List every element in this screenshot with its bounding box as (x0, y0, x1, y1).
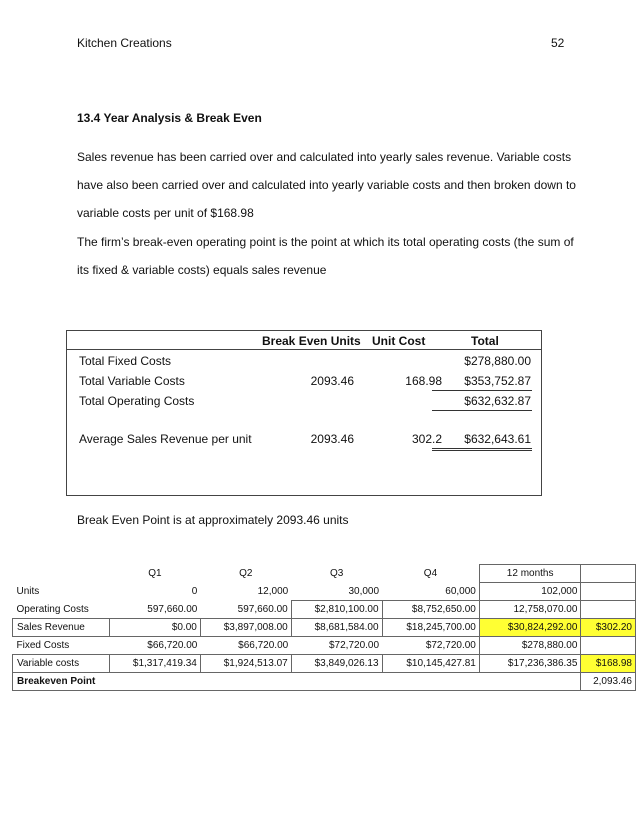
row-label: Units (16, 586, 40, 597)
table-row (13, 637, 636, 655)
cell-value: $66,720.00 (147, 640, 198, 651)
column-header-12-months: 12 months (479, 565, 581, 583)
breakeven-label: Breakeven Point (13, 673, 581, 691)
cell-value: $8,752,650.00 (382, 601, 479, 619)
row-label-total-fixed-costs: Total Fixed Costs (79, 354, 172, 368)
column-header-q3: Q3 (329, 568, 344, 579)
units-total-variable-costs: 2093.46 (310, 374, 354, 388)
cell-extra-highlighted: $168.98 (581, 655, 636, 673)
header-title: Kitchen Creations (77, 36, 172, 50)
row-label: Variable costs (13, 655, 110, 673)
column-header-q1: Q1 (148, 568, 162, 579)
unit-cost-average-sales-revenue: 302.2 (411, 432, 442, 446)
underline-total-operating (432, 410, 532, 411)
table-row (13, 619, 636, 637)
cell-value: $1,317,419.34 (109, 655, 200, 673)
cell-value: $278,880.00 (479, 637, 581, 655)
cell-value: $72,720.00 (425, 640, 476, 651)
cell-value: 60,000 (445, 585, 476, 597)
row-label-average-sales-revenue: Average Sales Revenue per unit (79, 432, 252, 446)
header-rule (67, 349, 541, 350)
table-row-breakeven (13, 673, 636, 691)
cell-value: $3,849,026.13 (291, 655, 382, 673)
cell-value: 597,660.00 (147, 603, 198, 615)
break-even-table (66, 330, 542, 496)
underline-total-variable (432, 390, 532, 391)
paragraph-break-even-definition: The firm’s break-even operating point is the point at which its total operating costs (the sum of its fixed & variable costs) equals sales revenue (77, 235, 574, 277)
section-title: 13.4 Year Analysis & Break Even (77, 111, 262, 125)
column-header-q2: Q2 (239, 568, 253, 579)
cell-value: $18,245,700.00 (382, 619, 479, 637)
value-total-variable-costs: $353,752.87 (464, 374, 531, 388)
cell-value: $17,236,386.35 (479, 655, 581, 673)
cell-extra (581, 637, 636, 655)
cell-value: $3,897,008.00 (200, 619, 291, 637)
cell-extra-highlighted: $302.20 (581, 619, 636, 637)
break-even-note: Break Even Point is at approximately 2093.46 units (77, 513, 349, 527)
cell-value: $10,145,427.81 (382, 655, 479, 673)
value-total-fixed-costs: $278,880.00 (464, 354, 531, 368)
cell-value: $2,810,100.00 (291, 601, 382, 619)
row-label-total-operating-costs: Total Operating Costs (79, 394, 195, 408)
unit-cost-total-variable-costs: 168.98 (405, 374, 442, 388)
cell-value: 102,000 (479, 583, 581, 601)
page-number: 52 (551, 36, 565, 50)
double-underline-average (432, 448, 532, 451)
header-break-even-units: Break Even Units (262, 334, 361, 348)
row-label: Operating Costs (16, 603, 89, 615)
table-row (13, 583, 636, 601)
cell-value: $1,924,513.07 (200, 655, 291, 673)
cell-value: $0.00 (109, 619, 200, 637)
table-row (13, 601, 636, 619)
table-header-row (13, 565, 636, 583)
cell-value: 12,758,070.00 (479, 601, 581, 619)
cell-value: $66,720.00 (238, 640, 289, 651)
cell-extra (581, 601, 636, 619)
cell-extra (581, 583, 636, 601)
paragraph-sales-revenue: Sales revenue has been carried over and calculated into yearly sales revenue. Variable costs have also been carried over and calculated into yearly variable costs and then broken down to variable costs per unit of $168.98 (77, 150, 576, 220)
cell-value-highlighted: $30,824,292.00 (479, 619, 581, 637)
cell-value: $8,681,584.00 (291, 619, 382, 637)
row-label-total-variable-costs: Total Variable Costs (79, 374, 185, 388)
table-row (13, 655, 636, 673)
cell-value: $72,720.00 (329, 640, 380, 651)
value-average-sales-revenue: $632,643.61 (464, 432, 531, 446)
row-label: Fixed Costs (16, 640, 70, 651)
cell-value: 12,000 (257, 586, 289, 597)
column-header-q4: Q4 (423, 568, 438, 579)
quarterly-table (12, 564, 636, 691)
cell-value: 597,660.00 (237, 603, 288, 615)
value-total-operating-costs: $632,632.87 (464, 394, 531, 408)
header-total: Total (471, 334, 499, 348)
cell-value: 0 (191, 586, 198, 597)
row-label: Sales Revenue (13, 619, 110, 637)
header-unit-cost: Unit Cost (372, 334, 426, 348)
cell-value: 30,000 (348, 585, 380, 597)
units-average-sales-revenue: 2093.46 (310, 432, 354, 446)
breakeven-value: 2,093.46 (581, 673, 636, 691)
